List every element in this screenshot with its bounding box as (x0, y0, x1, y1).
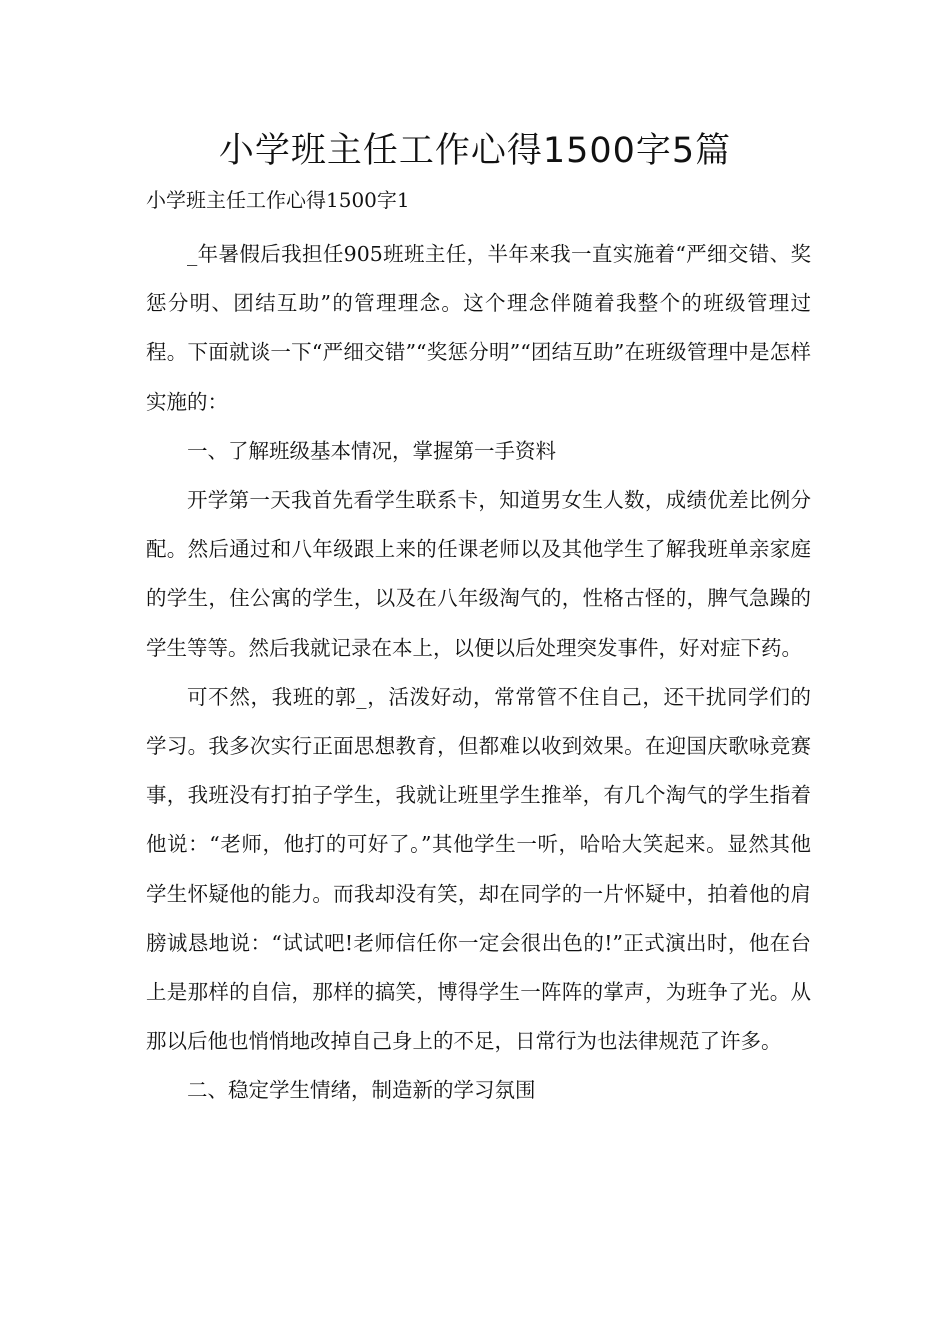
paragraph-intro: _年暑假后我担任905班班主任，半年来我一直实施着“严细交错、奖惩分明、团结互助”的管理理念。这个理念伴随着我整个的班级管理过程。下面就谈一下“严细交错”“奖惩分明”“团结互助”在班级管理中是怎样实施的： (146, 242, 811, 414)
paragraph-example: 可不然，我班的郭_，活泼好动，常常管不住自己，还干扰同学们的学习。我多次实行正面思想教育，但都难以收到效果。在迎国庆歌咏竞赛事，我班没有打拍子学生，我就让班里学生推举，有几个淘气的学生指着他说：“老师，他打的可好了。”其他学生一听，哈哈大笑起来。显然其他学生怀疑他的能力。而我却没有笑，却在同学的一片怀疑中，拍着他的肩膀诚恳地说：“试试吧!老师信任你一定会很出色的!”正式演出时，他在台上是那样的自信，那样的搞笑，博得学生一阵阵的掌声，为班争了光。从那以后他也悄悄地改掉自己身上的不足，日常行为也法律规范了许多。 (146, 684, 811, 1054)
section-heading-2: 二、稳定学生情绪，制造新的学习氛围 (187, 1078, 536, 1103)
paragraph-section-1: 开学第一天我首先看学生联系卡，知道男女生人数，成绩优差比例分配。然后通过和八年级跟上来的任课老师以及其他学生了解我班单亲家庭的学生，住公寓的学生，以及在八年级淘气的，性格古怪的，脾气急躁的学生等等。然后我就记录在本上，以便以后处理突发事件，好对症下药。 (146, 488, 811, 660)
document-title: 小学班主任工作心得1500字5篇 (218, 131, 732, 171)
document-body (146, 230, 811, 1116)
section-heading-1: 一、了解班级基本情况，掌握第一手资料 (187, 438, 556, 463)
document-subtitle: 小学班主任工作心得1500字1 (146, 188, 410, 212)
